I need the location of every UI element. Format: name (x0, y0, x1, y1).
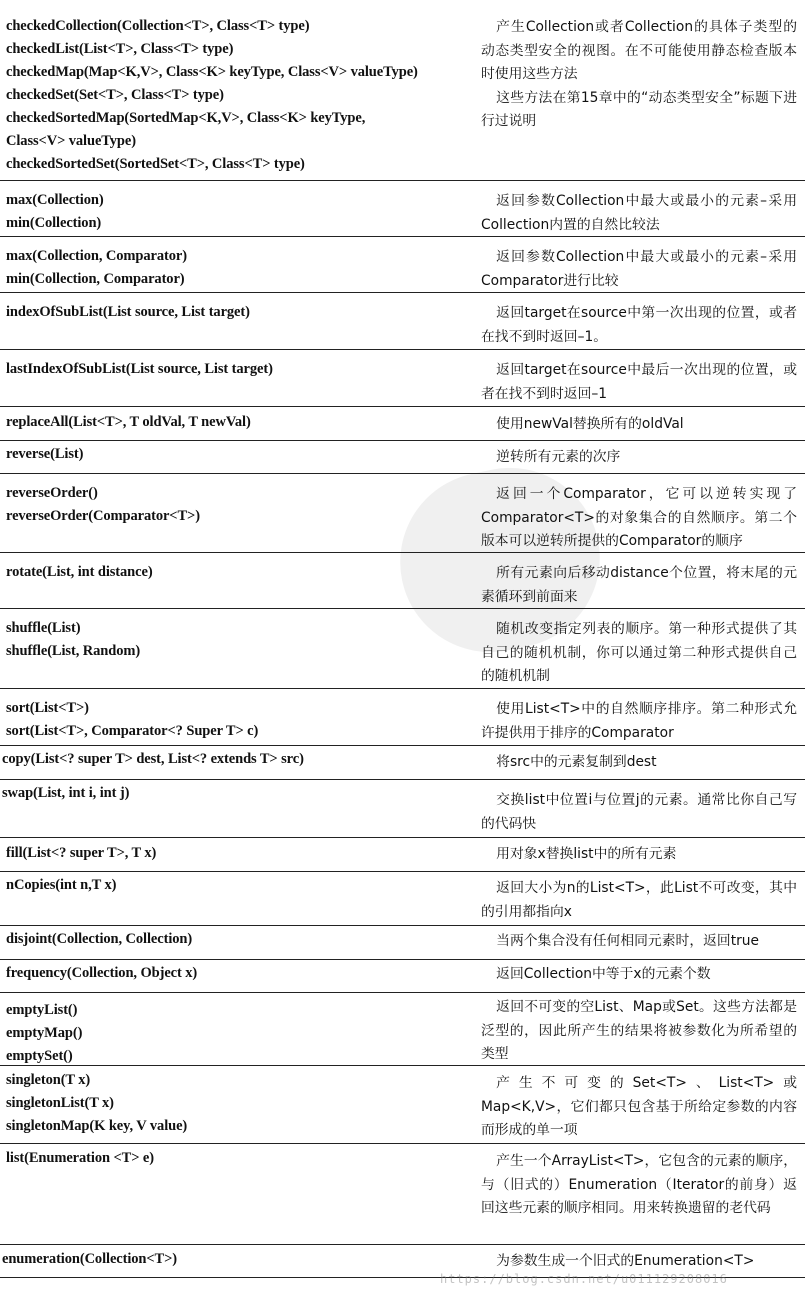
method-signatures (6, 443, 466, 466)
method-signature: emptyList() (6, 1002, 78, 1018)
method-signature: reverse(List) (6, 446, 84, 462)
method-signatures (2, 782, 462, 805)
method-signatures (6, 928, 466, 951)
method-description (481, 963, 797, 987)
method-signatures (6, 697, 466, 743)
method-signatures (6, 411, 466, 434)
method-description (481, 483, 797, 554)
method-signatures (2, 1248, 462, 1271)
method-description (481, 1250, 797, 1274)
method-signature: lastIndexOfSubList(List source, List target) (6, 361, 273, 377)
table-row (0, 553, 805, 609)
method-signature: checkedSortedMap(SortedMap<K,V>, Class<K> keyType, (6, 110, 366, 126)
method-signature: checkedList(List<T>, Class<T> type) (6, 41, 234, 57)
method-description (481, 359, 797, 406)
table-row (0, 838, 805, 872)
method-signatures (6, 1069, 466, 1138)
method-signature: reverseOrder(Comparator<T>) (6, 508, 200, 524)
method-signatures (6, 874, 466, 897)
method-description (481, 751, 797, 775)
method-description (481, 877, 797, 924)
method-signatures (2, 748, 462, 771)
url-watermark: https://blog.csdn.net/u011129208016 (440, 1272, 728, 1286)
table-row (0, 689, 805, 746)
description-text: 返回target在source中最后一次出现的位置，或者在找不到时返回–1 (481, 362, 797, 402)
description-text: 随机改变指定列表的顺序。第一种形式提供了其自己的随机机制，你可以通过第二种形式提供自己的随机机制 (481, 621, 797, 684)
table-row (0, 441, 805, 474)
method-signature: reverseOrder() (6, 485, 98, 501)
description-text: 返回一个Comparator，它可以逆转实现了Comparator<T>的对象集合的自然顺序。第二个版本可以逆转所提供的Comparator的顺序 (481, 486, 797, 549)
description-text: 产生不可变的Set<T>、List<T>或Map<K,V>，它们都只包含基于所给定参数的内容而形成的单一项 (481, 1075, 797, 1138)
method-signature: checkedCollection(Collection<T>, Class<T> type) (6, 18, 310, 34)
description-text: 为参数生成一个旧式的Enumeration<T> (496, 1253, 755, 1269)
description-text: 返回target在source中第一次出现的位置，或者在找不到时返回–1。 (481, 305, 797, 345)
table-row (0, 0, 805, 181)
table-row (0, 407, 805, 441)
description-text: 产生Collection或者Collection的具体子类型的动态类型安全的视图。在不可能使用静态检查版本时使用这些方法 (481, 19, 797, 82)
method-signature: Class<V> valueType) (6, 133, 136, 149)
method-description (481, 996, 797, 1067)
table-row (0, 237, 805, 293)
method-signature: checkedMap(Map<K,V>, Class<K> keyType, Class<V> valueType) (6, 64, 418, 80)
description-text: 产生一个ArrayList<T>，它包含的元素的顺序，与（旧式的）Enumeration（Iterator的前身）返回这些元素的顺序相同。用来转换遗留的老代码 (481, 1153, 797, 1216)
table-row (0, 181, 805, 237)
method-description (481, 698, 797, 745)
method-signature: disjoint(Collection, Collection) (6, 931, 193, 947)
method-signatures (6, 189, 466, 235)
method-signature: indexOfSubList(List source, List target) (6, 304, 250, 320)
method-description (481, 789, 797, 836)
method-signature: shuffle(List, Random) (6, 643, 141, 659)
description-text: 返回参数Collection中最大或最小的元素–采用Comparator进行比较 (481, 249, 797, 289)
method-description (481, 446, 797, 470)
method-description (481, 618, 797, 689)
method-signatures (6, 962, 466, 985)
method-signature: replaceAll(List<T>, T oldVal, T newVal) (6, 414, 251, 430)
table-row (0, 872, 805, 926)
method-signature: sort(List<T>) (6, 700, 89, 716)
method-signatures (6, 999, 466, 1068)
method-signature: emptySet() (6, 1048, 73, 1064)
method-signature: shuffle(List) (6, 620, 81, 636)
description-text: 返回大小为n的List<T>，此List不可改变，其中的引用都指向x (481, 880, 797, 920)
description-text: 交换list中位置i与位置j的元素。通常比你自己写的代码快 (481, 792, 797, 832)
method-signature: emptyMap() (6, 1025, 83, 1041)
method-description (481, 16, 797, 134)
table-row (0, 609, 805, 689)
method-description (481, 1072, 797, 1143)
table-row (0, 1144, 805, 1245)
description-text: 这些方法在第15章中的“动态类型安全”标题下进行过说明 (481, 89, 797, 129)
method-signature: nCopies(int n,T x) (6, 877, 117, 893)
description-text: 将src中的元素复制到dest (496, 754, 657, 770)
method-description (481, 930, 797, 954)
method-signatures (6, 482, 466, 528)
table-row (0, 746, 805, 780)
description-text: 返回Collection中等于x的元素个数 (496, 966, 711, 982)
description-text: 所有元素向后移动distance个位置，将末尾的元素循环到前面来 (481, 565, 797, 605)
table-row (0, 926, 805, 960)
method-signature: singletonList(T x) (6, 1095, 114, 1111)
method-signatures (6, 358, 466, 381)
method-signature: swap(List, int i, int j) (2, 785, 130, 801)
method-signature: max(Collection) (6, 192, 104, 208)
method-signature: frequency(Collection, Object x) (6, 965, 198, 981)
method-signature: fill(List<? super T>, T x) (6, 845, 157, 861)
method-signature: rotate(List, int distance) (6, 564, 153, 580)
description-text: 逆转所有元素的次序 (496, 449, 621, 465)
description-text: 使用List<T>中的自然顺序排序。第二种形式允许提供用于排序的Comparator (481, 701, 797, 741)
method-signature: min(Collection, Comparator) (6, 271, 185, 287)
method-signature: copy(List<? super T> dest, List<? extends T> src) (2, 751, 304, 767)
table-row (0, 1066, 805, 1144)
method-description (481, 562, 797, 609)
method-signatures (6, 842, 466, 865)
method-signature: list(Enumeration <T> e) (6, 1150, 154, 1166)
method-description (481, 1150, 797, 1221)
method-signature: singleton(T x) (6, 1072, 91, 1088)
method-description (481, 190, 797, 237)
table-row (0, 960, 805, 993)
method-signature: sort(List<T>, Comparator<? Super T> c) (6, 723, 259, 739)
method-signature: checkedSortedSet(SortedSet<T>, Class<T> type) (6, 156, 305, 172)
method-signature: max(Collection, Comparator) (6, 248, 187, 264)
description-text: 用对象x替换list中的所有元素 (496, 846, 677, 862)
description-text: 当两个集合没有任何相同元素时，返回true (496, 933, 760, 949)
method-signature: enumeration(Collection<T>) (2, 1251, 178, 1267)
method-description (481, 246, 797, 293)
table-row (0, 474, 805, 553)
method-signatures (6, 301, 466, 324)
method-description (481, 413, 797, 437)
description-text: 使用newVal替换所有的oldVal (496, 416, 684, 432)
method-description (481, 302, 797, 349)
table-row (0, 780, 805, 838)
table-row (0, 293, 805, 350)
method-signatures (6, 1147, 466, 1170)
method-description (481, 843, 797, 867)
method-signatures (6, 561, 466, 584)
table-row (0, 350, 805, 407)
method-signature: checkedSet(Set<T>, Class<T> type) (6, 87, 224, 103)
method-signatures (6, 245, 466, 291)
method-signature: singletonMap(K key, V value) (6, 1118, 188, 1134)
description-text: 返回参数Collection中最大或最小的元素–采用Collection内置的自然比较法 (481, 193, 797, 233)
method-signatures (6, 15, 466, 176)
method-signatures (6, 617, 466, 663)
table-row (0, 993, 805, 1066)
method-signature: min(Collection) (6, 215, 102, 231)
description-text: 返回不可变的空List、Map或Set。这些方法都是泛型的，因此所产生的结果将被参数化为所希望的类型 (481, 999, 797, 1062)
